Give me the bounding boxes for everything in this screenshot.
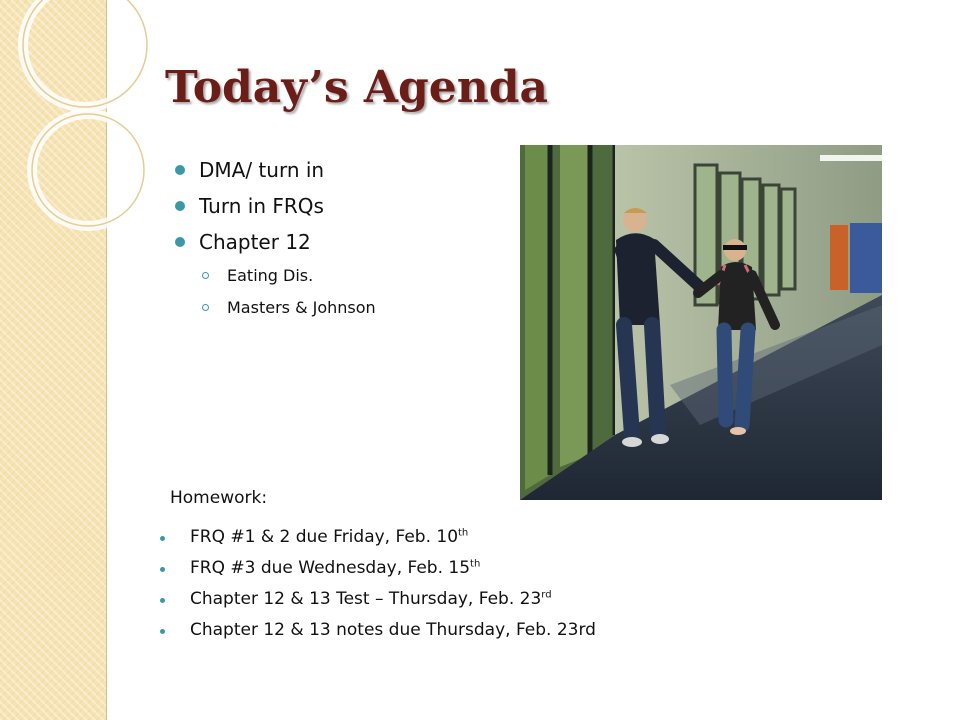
- homework-item: [160, 584, 596, 615]
- homework-item: [160, 553, 596, 584]
- ordinal-suffix: th: [470, 558, 481, 570]
- agenda-item: Turn in FRQs: [175, 188, 515, 224]
- homework-item: [160, 522, 596, 553]
- homework-item: [160, 615, 596, 646]
- hallway-photo: [520, 145, 882, 500]
- agenda-item: DMA/ turn in: [175, 152, 515, 188]
- decorative-circles: [0, 0, 160, 280]
- homework-item-text: FRQ #3 due Wednesday, Feb. 15: [190, 558, 471, 578]
- agenda-item: Chapter 12: [175, 224, 515, 260]
- agenda-subitem: Masters & Johnson: [175, 292, 515, 324]
- ordinal-suffix: th: [458, 527, 469, 539]
- ordinal-suffix: rd: [541, 589, 552, 601]
- agenda-list: [175, 152, 515, 324]
- agenda-subitem: Eating Dis.: [175, 260, 515, 292]
- homework-heading: Homework:: [170, 488, 268, 508]
- homework-item-text: FRQ #1 & 2 due Friday, Feb. 10: [190, 527, 459, 547]
- homework-list: [160, 522, 596, 646]
- homework-item-text: Chapter 12 & 13 notes due Thursday, Feb. 23rd: [190, 620, 596, 640]
- slide-title: Today’s Agenda: [165, 62, 549, 113]
- homework-item-text: Chapter 12 & 13 Test – Thursday, Feb. 23: [190, 589, 542, 609]
